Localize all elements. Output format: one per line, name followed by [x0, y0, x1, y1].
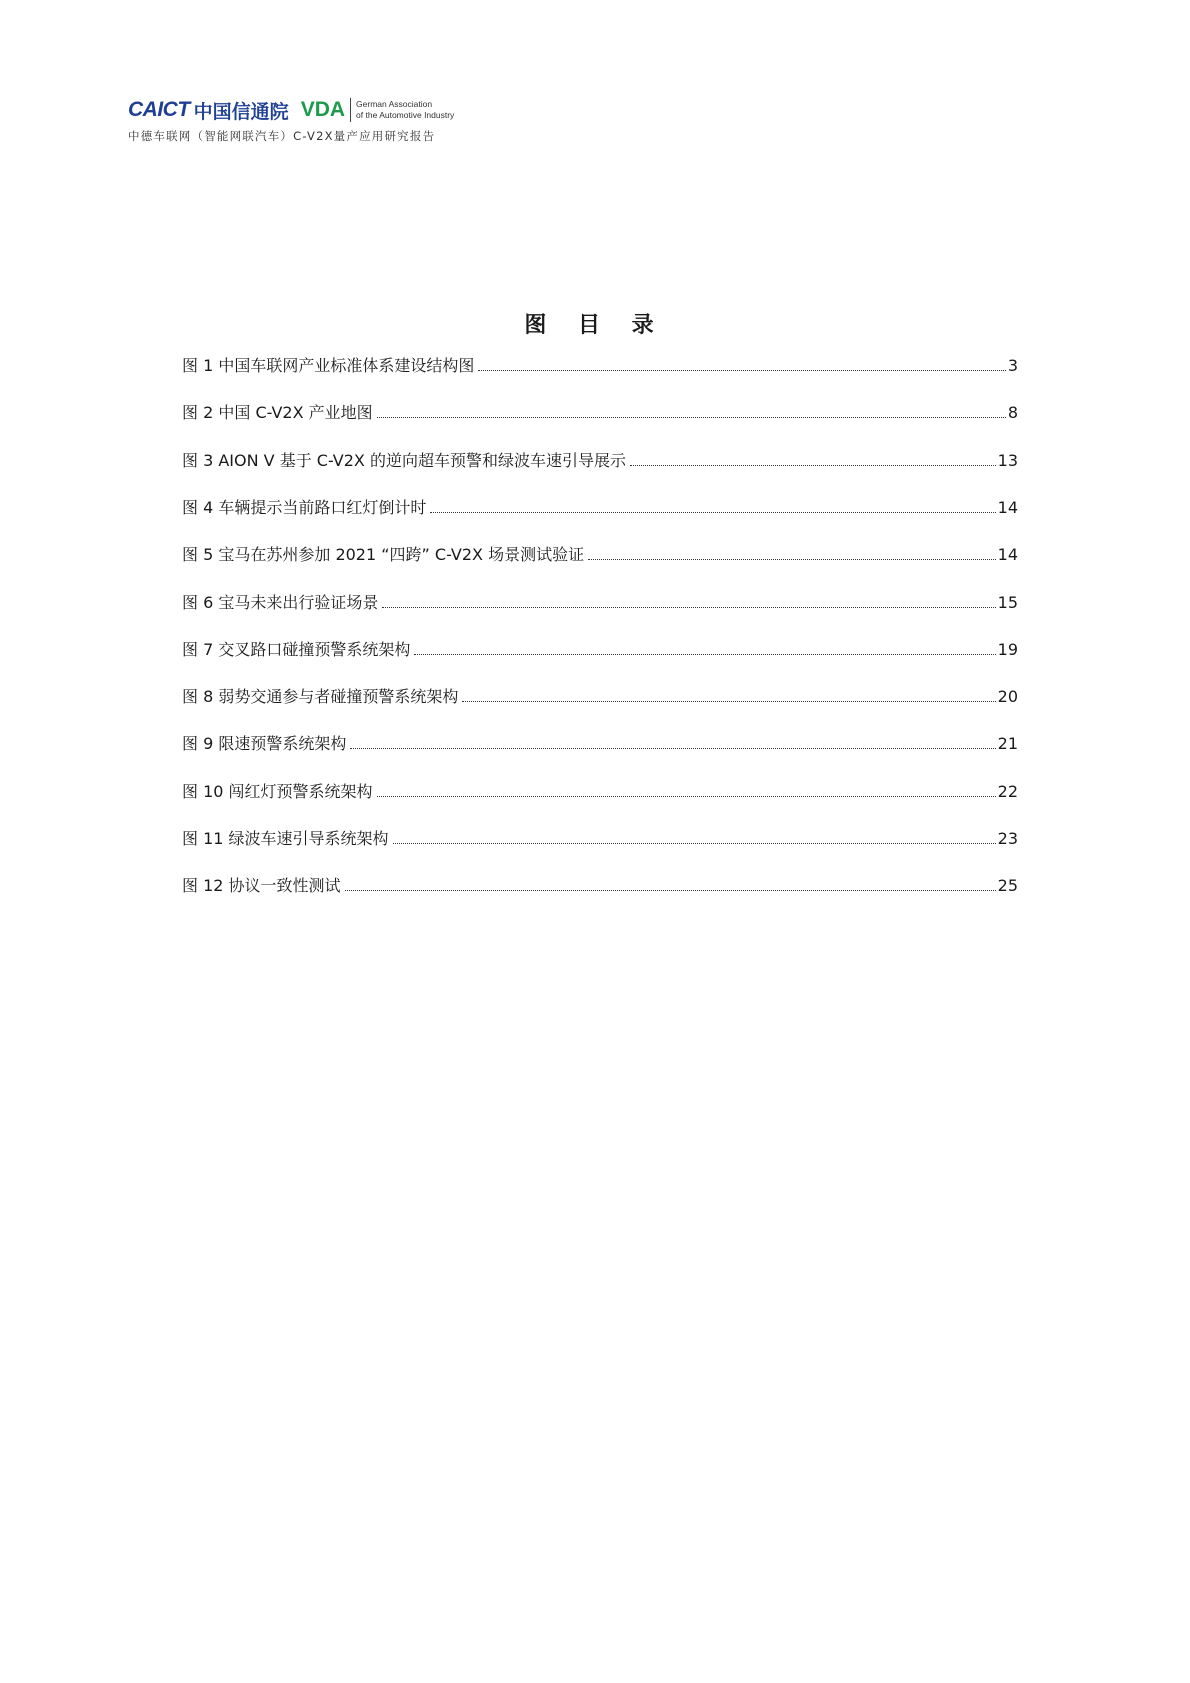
toc-entry-label: 图 6 宝马未来出行验证场景 [182, 592, 379, 612]
toc-entry[interactable] [182, 827, 1018, 851]
toc-leader-dots [382, 607, 995, 608]
toc-leader-dots [350, 748, 995, 749]
toc-leader-dots [430, 512, 995, 513]
toc-entry-page: 20 [997, 687, 1018, 707]
toc-entry[interactable] [182, 496, 1018, 520]
vda-line-1: German Association [356, 99, 433, 109]
toc-leader-dots [478, 370, 1005, 371]
report-subtitle: 中德车联网（智能网联汽车）C-V2X量产应用研究报告 [128, 129, 436, 143]
toc-entry-label: 图 4 车辆提示当前路口红灯倒计时 [182, 497, 427, 517]
toc-entry-label: 图 5 宝马在苏州参加 2021 “四跨” C-V2X 场景测试验证 [182, 545, 585, 565]
toc-entry-page: 19 [997, 639, 1018, 659]
toc-leader-dots [393, 843, 996, 844]
toc-entry-label: 图 2 中国 C-V2X 产业地图 [182, 403, 373, 423]
toc-entry-label: 图 3 AION V 基于 C-V2X 的逆向超车预警和绿波车速引导展示 [182, 450, 626, 470]
logo-divider [350, 98, 351, 122]
toc-leader-dots [345, 890, 996, 891]
toc-leader-dots [462, 701, 995, 702]
logo-row [128, 96, 454, 124]
toc-entry-label: 图 12 协议一致性测试 [182, 876, 341, 896]
toc-entry[interactable] [182, 874, 1018, 898]
toc-entry-label: 图 9 限速预警系统架构 [182, 734, 347, 754]
vda-logo: VDA [300, 98, 346, 121]
toc-entry-page: 13 [997, 450, 1018, 470]
toc-entry-label: 图 10 闯红灯预警系统架构 [182, 781, 373, 801]
toc-entry-page: 8 [1007, 403, 1018, 423]
toc-entry[interactable] [182, 732, 1018, 756]
caict-logo: CAICT [128, 98, 190, 121]
toc-entry-page: 14 [997, 497, 1018, 517]
toc-entry-page: 3 [1007, 356, 1018, 375]
toc-entry-label: 图 1 中国车联网产业标准体系建设结构图 [182, 356, 475, 375]
toc-entry-label: 图 11 绿波车速引导系统架构 [182, 829, 389, 848]
toc-entry[interactable] [182, 449, 1018, 473]
toc-entry[interactable] [182, 685, 1018, 709]
toc-entry[interactable] [182, 543, 1018, 567]
vda-description [356, 99, 454, 121]
toc-entry-label: 图 7 交叉路口碰撞预警系统架构 [182, 639, 411, 659]
page-header [128, 96, 454, 144]
toc-leader-dots [630, 465, 996, 466]
toc-entry-page: 23 [997, 829, 1018, 848]
toc-leader-dots [588, 559, 996, 560]
vda-line-2: of the Automotive Industry [356, 110, 455, 120]
toc-entry-page: 21 [997, 734, 1018, 754]
toc-entry-page: 25 [997, 876, 1018, 896]
toc-leader-dots [414, 654, 995, 655]
toc-entry-page: 22 [997, 781, 1018, 801]
toc-leader-dots [377, 796, 996, 797]
toc-leader-dots [377, 417, 1006, 418]
toc-entry[interactable] [182, 591, 1018, 615]
toc-entry-label: 图 8 弱势交通参与者碰撞预警系统架构 [182, 687, 459, 707]
toc-entry-page: 15 [997, 592, 1018, 612]
toc-entry-page: 14 [997, 545, 1018, 565]
toc-title: 图 目 录 [524, 313, 666, 338]
caict-logo-cn: 中国信通院 [193, 100, 289, 123]
toc-entry[interactable] [182, 780, 1018, 804]
toc-entry[interactable] [182, 401, 1018, 425]
toc-entry[interactable] [182, 354, 1018, 378]
toc-entry[interactable] [182, 638, 1018, 662]
